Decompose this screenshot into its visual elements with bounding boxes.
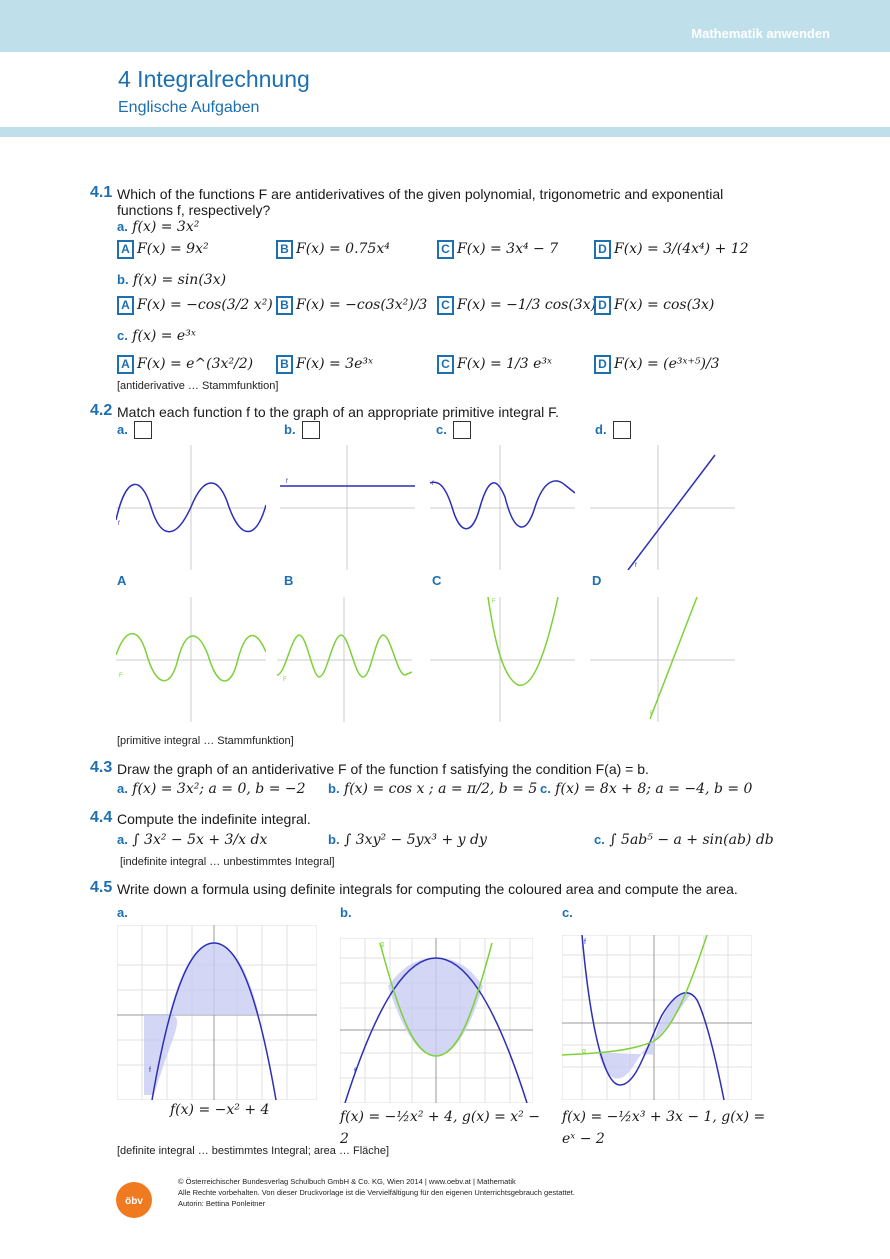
q43b-label: b. — [328, 781, 340, 796]
q44a-text: ∫ 3x² − 5x + 3/x dx — [132, 832, 268, 848]
graph-f-label: f — [286, 479, 288, 485]
q44-text: Compute the indefinite integral. — [117, 811, 311, 827]
option-box[interactable]: D — [594, 240, 611, 259]
graph-f-label: f — [149, 1067, 151, 1074]
graph-45c — [562, 935, 752, 1100]
option-text: F(x) = 9x² — [137, 241, 209, 257]
graph-f-label: f — [432, 481, 434, 487]
answer-box[interactable] — [134, 421, 152, 439]
graph-F-label: F — [283, 677, 287, 683]
logo-text: öbv — [125, 1196, 143, 1207]
option-text: F(x) = e^(3x²/2) — [137, 356, 254, 372]
q41c-prompt — [117, 327, 196, 345]
graph-f-c — [430, 445, 575, 570]
q44b — [328, 831, 487, 849]
q45b-caption: f(x) = −½x² + 4, g(x) = x² − 2 — [340, 1109, 540, 1147]
graph-f-b — [280, 445, 415, 570]
q41b-function: f(x) = sin(3x) — [133, 272, 227, 288]
footer-author: Autorin: Bettina Ponleitner — [178, 1199, 266, 1208]
q45a-caption: f(x) = −x² + 4 — [170, 1102, 270, 1118]
q41-number: 4.1 — [90, 184, 113, 201]
q45a-label: a. — [117, 905, 128, 920]
f-curve — [430, 481, 575, 529]
q43-text: Draw the graph of an antiderivative F of the function f satisfying the condition F(a) = b. — [117, 761, 649, 777]
section-label: Mathematik anwenden — [691, 26, 830, 41]
graph-g-label: g — [582, 1048, 586, 1055]
match-label: b. — [284, 422, 296, 438]
option-text: F(x) = −cos(3x²)/3 — [296, 297, 428, 313]
q41b-label: b. — [117, 272, 129, 287]
answer-box[interactable] — [302, 421, 320, 439]
q41c-option-c[interactable] — [437, 355, 552, 374]
q42-match-d — [595, 421, 631, 439]
match-label: a. — [117, 422, 128, 438]
q42-number: 4.2 — [90, 402, 113, 419]
q45-number: 4.5 — [90, 879, 113, 896]
F-curve — [650, 597, 697, 719]
match-label: c. — [436, 422, 447, 438]
graph-f-a — [116, 445, 266, 570]
q43a-label: a. — [117, 781, 128, 796]
option-box[interactable]: D — [594, 296, 611, 315]
q43a-text: f(x) = 3x²; a = 0, b = −2 — [132, 781, 306, 797]
graph-f-label: f — [584, 939, 586, 946]
match-label: d. — [595, 422, 607, 438]
q41c-option-b[interactable] — [276, 355, 373, 374]
q43c-label: c. — [540, 781, 551, 796]
header-divider — [0, 127, 890, 137]
q41c-function: f(x) = e³ˣ — [132, 328, 196, 344]
graph-F-label: F — [119, 673, 123, 679]
q45c-label: c. — [562, 905, 573, 920]
q42-text: Match each function f to the graph of an appropriate primitive integral F. — [117, 404, 560, 420]
q42-match-b — [284, 421, 320, 439]
q44c-label: c. — [594, 832, 605, 847]
q43c — [540, 780, 752, 798]
q41a-prompt — [117, 218, 199, 236]
option-box[interactable]: C — [437, 296, 454, 315]
q41c-label: c. — [117, 328, 128, 343]
option-text: F(x) = 3x⁴ − 7 — [457, 241, 559, 257]
f-curve — [628, 455, 715, 570]
q44a-label: a. — [117, 832, 128, 847]
q44a — [117, 831, 267, 849]
graph-F-A — [116, 597, 266, 722]
q41b-option-d[interactable] — [594, 296, 714, 315]
answer-box[interactable] — [613, 421, 631, 439]
option-text: F(x) = 3/(4x⁴) + 12 — [614, 241, 749, 257]
q41a-option-b[interactable] — [276, 240, 390, 259]
graph-f-label: f — [354, 1068, 356, 1075]
graph-F-D — [590, 597, 735, 722]
q41-text: Which of the functions F are antiderivatives of the given polynomial, trigonometric and exponential functions f, respectively? — [117, 186, 724, 218]
q45b-label: b. — [340, 905, 352, 920]
graph-f-label: f — [635, 563, 637, 569]
q44-note: [indefinite integral … unbestimmtes Integral] — [120, 856, 335, 868]
q41a-option-a[interactable] — [117, 240, 209, 259]
top-band — [0, 0, 890, 52]
option-text: F(x) = 0.75x⁴ — [296, 241, 390, 257]
q43b-text: f(x) = cos x ; a = π/2, b = 5 — [344, 781, 538, 797]
answer-box[interactable] — [453, 421, 471, 439]
q44b-text: ∫ 3xy² − 5yx³ + y dy — [344, 832, 487, 848]
q42-note: [primitive integral … Stammfunktion] — [117, 735, 294, 747]
q42-match-a — [117, 421, 152, 439]
q45-note: [definite integral … bestimmtes Integral; area … Fläche] — [117, 1145, 390, 1157]
q41a-label: a. — [117, 219, 128, 234]
graph-label-A: A — [117, 573, 127, 588]
q41b-option-b[interactable] — [276, 296, 427, 315]
option-box[interactable]: C — [437, 355, 454, 374]
graph-F-C — [430, 597, 575, 722]
graph-F-B — [277, 597, 412, 722]
graph-45a — [117, 925, 317, 1100]
F-curve — [488, 597, 558, 685]
q44c-text: ∫ 5ab⁵ − a + sin(ab) db — [609, 832, 774, 848]
option-text: F(x) = (e³ˣ⁺⁵)/3 — [614, 356, 720, 372]
option-box[interactable]: B — [276, 355, 293, 374]
graph-f-label: f — [118, 521, 120, 527]
option-box[interactable]: A — [117, 296, 134, 315]
q41b-option-c[interactable] — [437, 296, 596, 315]
footer — [178, 1176, 575, 1209]
q45c-caption: f(x) = −½x³ + 3x − 1, g(x) = eˣ − 2 — [562, 1109, 766, 1147]
option-box[interactable]: B — [276, 296, 293, 315]
graph-label-C: C — [432, 573, 442, 588]
q42-match-c — [436, 421, 471, 439]
q44c — [594, 831, 774, 849]
q43-number: 4.3 — [90, 759, 113, 776]
graph-F-label: F — [492, 599, 496, 605]
graph-label-D: D — [592, 573, 602, 588]
graph-45b — [340, 938, 533, 1103]
option-text: F(x) = 3e³ˣ — [296, 356, 373, 372]
q43b — [328, 780, 537, 798]
graph-g-label: g — [380, 941, 384, 948]
graph-F-label: F — [650, 711, 654, 717]
option-text: F(x) = −1/3 cos(3x) — [457, 297, 597, 313]
footer-copyright: © Österreichischer Bundesverlag Schulbuch GmbH & Co. KG, Wien 2014 | www.oebv.at | Mathematik — [178, 1177, 516, 1186]
graph-f-d — [590, 445, 735, 570]
q41a-option-d[interactable] — [594, 240, 749, 259]
q44b-label: b. — [328, 832, 340, 847]
q41b-option-a[interactable] — [117, 296, 273, 315]
q43c-text: f(x) = 8x + 8; a = −4, b = 0 — [555, 781, 753, 797]
q45-text: Write down a formula using definite integrals for computing the coloured area and compute the area. — [117, 881, 738, 897]
page-subtitle: Englische Aufgaben — [118, 99, 260, 116]
option-text: F(x) = 1/3 e³ˣ — [457, 356, 553, 372]
option-box[interactable]: C — [437, 240, 454, 259]
q41-note: [antiderivative … Stammfunktion] — [117, 380, 279, 392]
obv-logo — [115, 1180, 153, 1220]
q41b-prompt — [117, 271, 226, 289]
option-box[interactable]: D — [594, 355, 611, 374]
q44-number: 4.4 — [90, 809, 113, 826]
option-box[interactable]: B — [276, 240, 293, 259]
option-text: F(x) = −cos(3/2 x²) — [137, 297, 273, 313]
q41a-function: f(x) = 3x² — [132, 219, 200, 235]
q41c-option-d[interactable] — [594, 355, 720, 374]
option-box[interactable]: A — [117, 240, 134, 259]
q41a-option-c[interactable] — [437, 240, 558, 259]
footer-rights: Alle Rechte vorbehalten. Von dieser Druckvorlage ist die Vervielfältigung für den eigenen Unterrichtsgebrauch gestattet. — [178, 1188, 575, 1197]
q41c-option-a[interactable] — [117, 355, 253, 374]
graph-label-B: B — [284, 573, 294, 588]
option-text: F(x) = cos(3x) — [614, 297, 715, 313]
page-title: 4 Integralrechnung — [118, 66, 310, 92]
q43a — [117, 780, 306, 798]
option-box[interactable]: A — [117, 355, 134, 374]
